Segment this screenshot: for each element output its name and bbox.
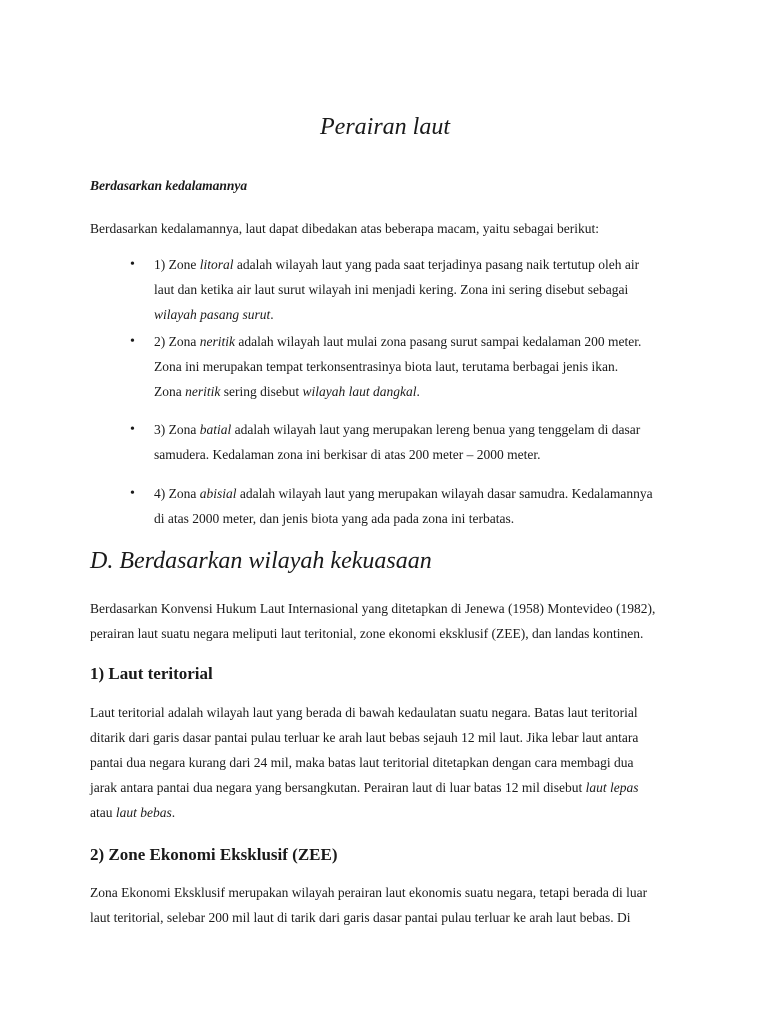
zone-text: adalah wilayah laut yang merupakan lereng benua yang tenggelam di dasar samudera. Kedalaman zona ini berkisar di atas 200 meter – 2000 meter. bbox=[154, 422, 641, 462]
zone-term: litoral bbox=[199, 257, 234, 272]
list-item-zone-litoral bbox=[154, 252, 662, 327]
zone-alias: wilayah pasang surut bbox=[154, 307, 271, 322]
zone-text: adalah wilayah laut yang pada saat terjadinya pasang naik tertutup oleh air laut dan ketika air laut surut wilayah ini menjadi kering. Zona ini sering disebut sebagai bbox=[154, 257, 640, 297]
zee-paragraph: Zona Ekonomi Eksklusif merupakan wilayah perairan laut ekonomis suatu negara, tetapi berada di luar laut teritorial, selebar 200 mil laut di tarik dari garis dasar pantai pulau terluar ke arah laut bebas. Di bbox=[90, 885, 648, 925]
term-laut-bebas: laut bebas bbox=[115, 805, 172, 820]
list-item-zone-abisial bbox=[154, 481, 662, 531]
zone-term: neritik bbox=[199, 334, 235, 349]
zone-text: adalah wilayah laut mulai zona pasang surut sampai kedalaman 200 meter. Zona ini merupakan tempat terkonsentrasinya biota laut, terutama berbagai jenis ikan. bbox=[154, 334, 642, 374]
laut-teritorial-text: Laut teritorial adalah wilayah laut yang berada di bawah kedaulatan suatu negara. Batas laut teritorial ditarik dari garis dasar pantai pulau terluar ke arah laut bebas sejauh 12 mil laut. Jika lebar laut antara pantai dua negara kurang dari 24 mil, maka batas laut teritorial ditetapkan dengan cara membagi dua jarak antara pantai dua negara yang bersangkutan. Perairan laut di luar batas 12 mil disebut bbox=[90, 705, 639, 795]
term-laut-lepas: laut lepas bbox=[585, 780, 639, 795]
zone-line3-text: sering disebut bbox=[220, 384, 303, 399]
zone-prefix: 1) Zone bbox=[154, 257, 200, 272]
zone-prefix: 4) Zona bbox=[154, 486, 200, 501]
laut-teritorial-mid: atau bbox=[90, 805, 116, 820]
section-d-heading: D. Berdasarkan wilayah kekuasaan bbox=[90, 548, 432, 574]
zone-end: . bbox=[270, 307, 274, 322]
zone-line3-term: neritik bbox=[185, 384, 221, 399]
zone-prefix: 2) Zona bbox=[154, 334, 200, 349]
section-subheading: Berdasarkan kedalamannya bbox=[90, 178, 248, 193]
zone-prefix: 3) Zona bbox=[154, 422, 200, 437]
zone-alias: wilayah laut dangkal bbox=[302, 384, 417, 399]
zee-heading: 2) Zone Ekonomi Eksklusif (ZEE) bbox=[90, 845, 338, 864]
laut-teritorial-paragraph bbox=[90, 700, 660, 825]
list-item-zone-neritik bbox=[154, 329, 662, 404]
intro-paragraph: Berdasarkan kedalamannya, laut dapat dibedakan atas beberapa macam, yaitu sebagai berikut: bbox=[90, 221, 600, 236]
zone-end: . bbox=[416, 384, 420, 399]
zone-term: batial bbox=[199, 422, 232, 437]
zone-line3-prefix: Zona bbox=[154, 384, 186, 399]
page-title: Perairan laut bbox=[320, 114, 450, 140]
zone-text: adalah wilayah laut yang merupakan wilayah dasar samudra. Kedalamannya di atas 2000 meter, dan jenis biota yang ada pada zona ini terbatas. bbox=[154, 486, 653, 526]
laut-teritorial-end: . bbox=[171, 805, 176, 820]
list-item-zone-batial bbox=[154, 417, 662, 467]
section-d-paragraph: Berdasarkan Konvensi Hukum Laut Internasional yang ditetapkan di Jenewa (1958) Montevideo (1982), perairan laut suatu negara meliputi laut teritonial, zone ekonomi eksklusif (ZEE), dan landas kontinen. bbox=[90, 601, 656, 641]
zone-term: abisial bbox=[199, 486, 237, 501]
laut-teritorial-heading: 1) Laut teritorial bbox=[90, 664, 213, 683]
